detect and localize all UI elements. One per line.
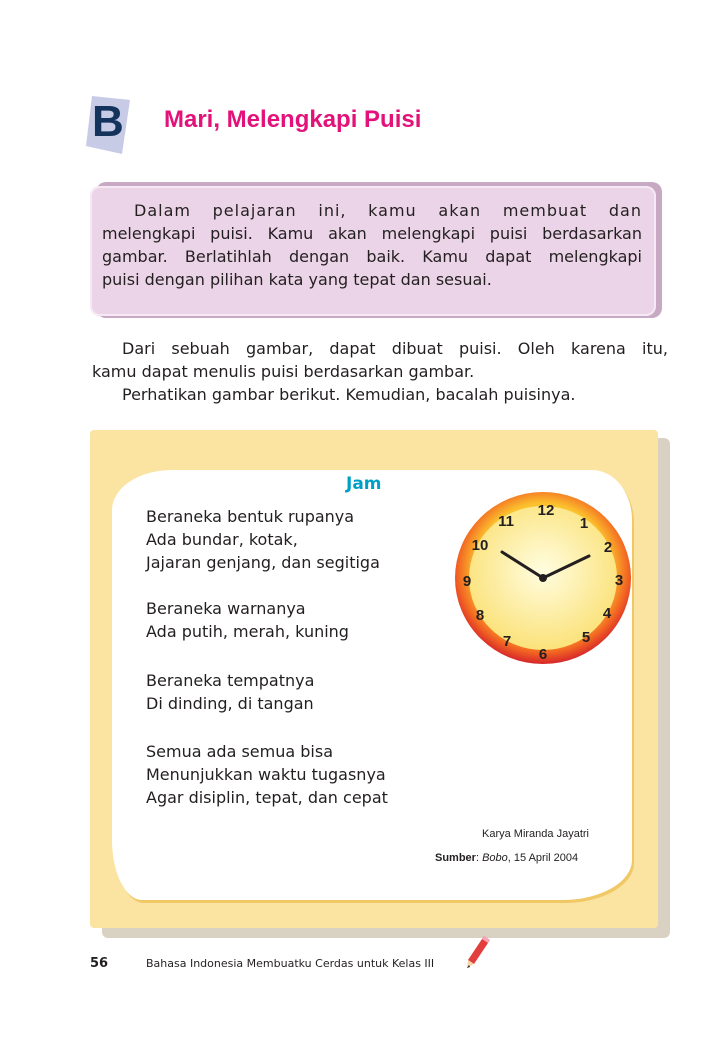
poem-line: Ada bundar, kotak, (146, 530, 298, 549)
clock-number: 5 (581, 629, 591, 646)
intro-text (102, 199, 642, 291)
clock-number: 11 (498, 513, 514, 530)
intro-line: melengkapi puisi. Kamu akan melengkapi puisi berdasarkan (102, 224, 642, 243)
pencil-icon (464, 934, 492, 970)
clock-center (539, 574, 547, 582)
clock-number: 10 (471, 537, 489, 554)
clock-number: 4 (602, 605, 612, 622)
poem-line: Beraneka tempatnya (146, 671, 315, 690)
clock-illustration (452, 490, 636, 670)
section-title: Mari, Melengkapi Puisi (164, 106, 422, 133)
clock-number: 9 (462, 573, 472, 590)
intro-line: Dalam pelajaran ini, kamu akan membuat dan (134, 201, 642, 220)
poem-line: Di dinding, di tangan (146, 694, 314, 713)
clock-number: 7 (502, 633, 512, 650)
section-letter: B (92, 97, 124, 146)
poem-source: Sumber: Bobo, 15 April 2004 (435, 852, 579, 864)
body-line: kamu dapat menulis puisi berdasarkan gambar. (92, 362, 475, 381)
clock-number: 6 (538, 646, 548, 663)
poem-author: Karya Miranda Jayatri (482, 828, 589, 840)
page-number: 56 (90, 956, 109, 971)
body-line: Perhatikan gambar berikut. Kemudian, bacalah puisinya. (122, 385, 576, 404)
poem-line: Ada putih, merah, kuning (146, 622, 349, 641)
poem-title: Jam (346, 474, 382, 494)
intro-line: gambar. Berlatihlah dengan baik. Kamu dapat melengkapi (102, 247, 642, 266)
source-name: Bobo (482, 852, 508, 864)
poem-line: Semua ada semua bisa (146, 742, 334, 761)
poem-line: Beraneka bentuk rupanya (146, 507, 355, 526)
clock-number: 3 (614, 572, 624, 589)
clock-number: 8 (475, 607, 485, 624)
poem-line: Jajaran genjang, dan segitiga (146, 553, 380, 572)
poem-line: Agar disiplin, tepat, dan cepat (146, 788, 388, 807)
book-title: Bahasa Indonesia Membuatku Cerdas untuk Kelas III (146, 957, 435, 970)
clock-number: 1 (579, 515, 589, 532)
intro-line: puisi dengan pilihan kata yang tepat dan sesuai. (102, 270, 492, 289)
body-line: Dari sebuah gambar, dapat dibuat puisi. Oleh karena itu, (122, 339, 668, 358)
source-date: , 15 April 2004 (507, 852, 579, 864)
clock-number: 2 (603, 539, 613, 556)
source-label: Sumber (435, 852, 476, 864)
poem-line: Beraneka warnanya (146, 599, 306, 618)
clock-number: 12 (537, 502, 555, 519)
poem-line: Menunjukkan waktu tugasnya (146, 765, 386, 784)
